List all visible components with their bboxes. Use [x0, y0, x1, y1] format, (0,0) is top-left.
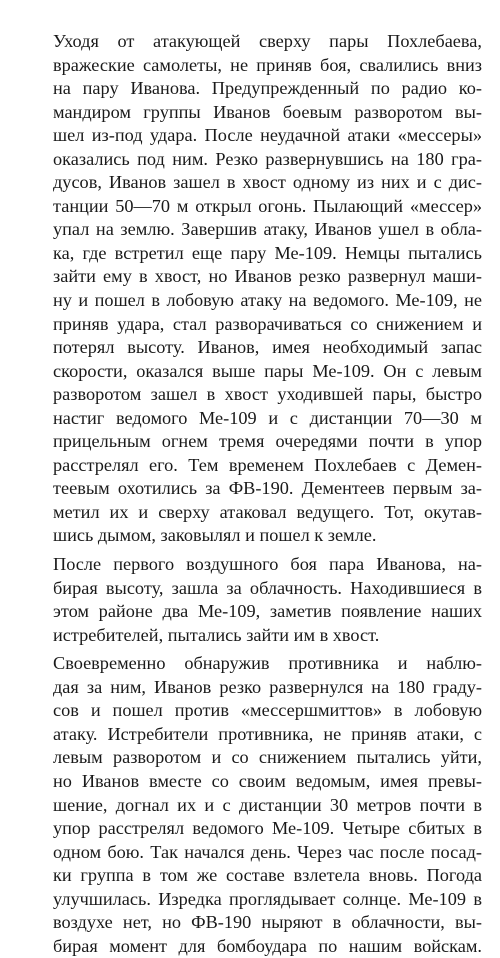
text-line: потерял высоту. Иванов, имея необходимый запас	[53, 337, 482, 358]
text-line: вражеские самолеты, не приняв боя, свалились вниз	[53, 54, 482, 75]
text-line: бирая момент для бомбоудара по нашим войскам.	[53, 935, 482, 956]
text-line: этом районе два Ме-109, заметив появление наших	[53, 601, 482, 622]
text-line: атаку. Истребители противника, не приняв атаки, с	[53, 723, 482, 744]
text-line: дусов, Иванов зашел в хвост одному из них и с дис-	[53, 172, 482, 193]
text-line: улучшилась. Изредка проглядывает солнце. Ме-109 в	[53, 888, 482, 909]
text-line: зайти ему в хвост, но Иванов резко развернул маши-	[53, 266, 482, 287]
text-line: бирая высоту, зашла за облачность. Находившиеся в	[53, 577, 482, 598]
text-line: шение, догнал их и с дистанции 30 метров почти в	[53, 794, 482, 815]
text-line: левым разворотом и со снижением пытались уйти,	[53, 747, 482, 768]
text-line: упал на землю. Завершив атаку, Иванов ушел в обла-	[53, 219, 482, 240]
paragraph-3	[30, 652, 482, 958]
text-line: упор расстрелял ведомого Ме-109. Четыре сбитых в	[53, 818, 482, 839]
text-line: расстрелял его. Тем временем Похлебаев с Демен-	[53, 454, 482, 475]
paragraph-2	[30, 553, 482, 647]
text-line: ну и пошел в лобовую атаку на ведомого. Ме-109, не	[53, 290, 482, 311]
text-line: теевым охотились за ФВ-190. Дементеев первым за-	[53, 478, 482, 499]
text-line: одном бою. Так начался день. Через час после посад-	[53, 841, 482, 862]
text-line: Уходя от атакующей сверху пары Похлебаева,	[53, 31, 482, 51]
text-line: ка, где встретил еще пару Ме-109. Немцы пытались	[53, 242, 482, 263]
text-line: прицельным огнем тремя очередями почти в упор	[53, 431, 482, 452]
text-line: но Иванов вместе со своим ведомым, имея превы-	[53, 770, 482, 791]
text-line: сов и пошел против «мессершмиттов» в лобовую	[53, 700, 482, 721]
text-line: дая за ним, Иванов резко развернулся на 180 граду-	[53, 676, 482, 697]
text-line: ки группа в том же составе взлетела вновь. Погода	[53, 865, 482, 886]
text-line: приняв удара, стал разворачиваться со снижением и	[53, 313, 482, 334]
text-line: После первого воздушного боя пара Иванова, на-	[53, 554, 482, 575]
text-line: настиг ведомого Ме-109 и с дистанции 70—30 м	[53, 407, 482, 428]
text-line: мандиром группы Иванов боевым разворотом вы-	[53, 101, 482, 122]
text-line: скорости, оказался выше пары Ме-109. Он с левым	[53, 360, 482, 381]
text-line: воздухе нет, но ФВ-190 ныряют в облачности, вы-	[53, 912, 482, 933]
text-line: оказались под ним. Резко развернувшись на 180 гра-	[53, 148, 482, 169]
text-line: метил их и сверху атаковал ведущего. Тот, окутав-	[53, 501, 482, 522]
text-line: шись дымом, заковылял и пошел к земле.	[53, 525, 377, 546]
paragraph-1	[30, 30, 482, 548]
text-line: танции 50—70 м открыл огонь. Пылающий «мессер»	[53, 195, 482, 216]
text-line: шел из-под удара. После неудачной атаки «мессеры»	[53, 125, 482, 146]
text-line: разворотом зашел в хвост уходившей пары, быстро	[53, 384, 482, 405]
text-line: на пару Иванова. Предупрежденный по радио ко-	[53, 78, 482, 99]
text-line: Своевременно обнаружив противника и наблю-	[53, 653, 482, 674]
text-line: истребителей, пытались зайти им в хвост.	[53, 624, 380, 645]
